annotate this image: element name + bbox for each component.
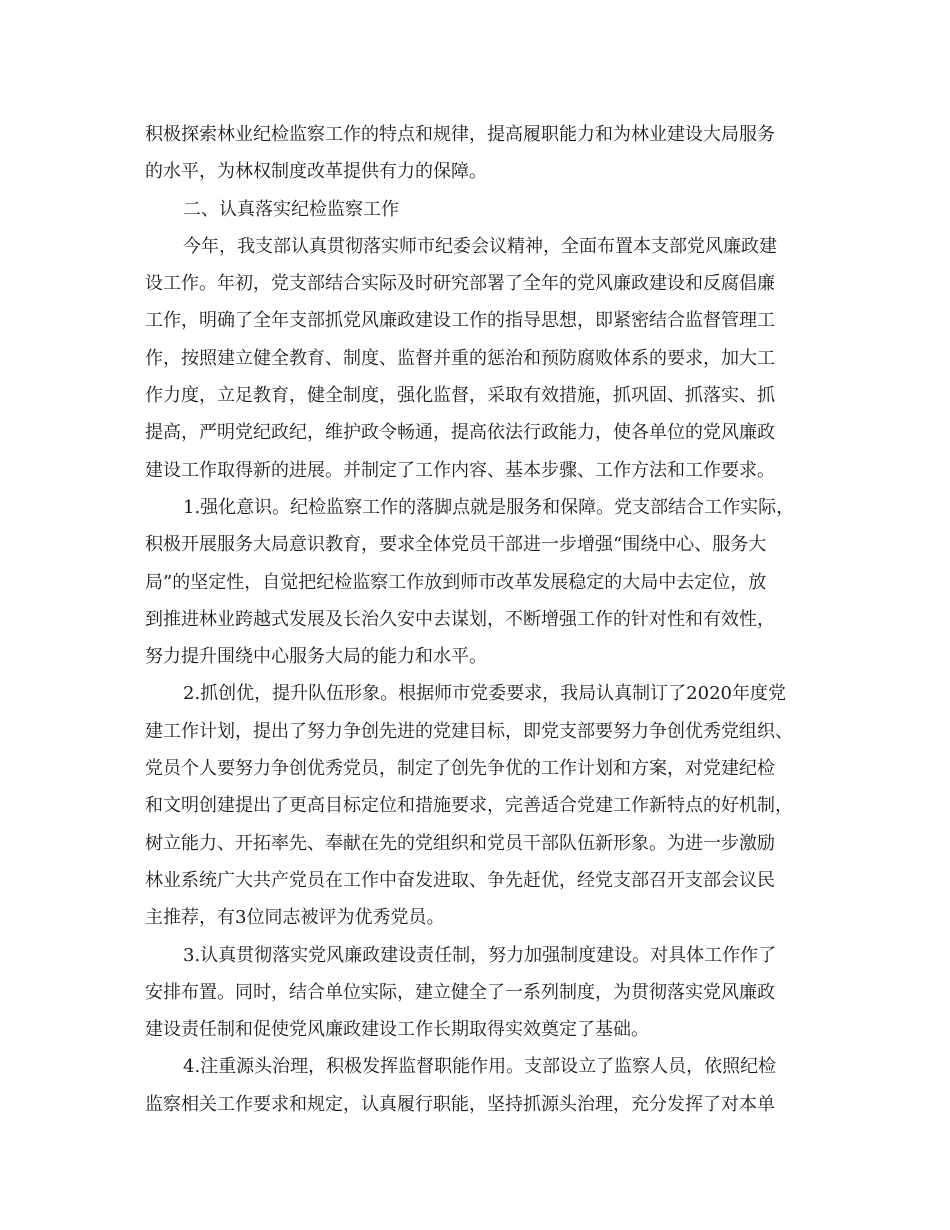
text-line: 建工作计划，提出了努力争创先进的党建目标，即党支部要努力争创优秀党组织、 xyxy=(145,720,793,742)
text-line: 提高，严明党纪政纪，维护政令畅通，提高依法行政能力，使各单位的党风廉政 xyxy=(145,422,775,444)
text-line: 工作，明确了全年支部抓党风廉政建设工作的指导思想，即紧密结合监督管理工 xyxy=(145,310,775,332)
text-line: 4.注重源头治理，积极发挥监督职能作用。支部设立了监察人员，依照纪检 xyxy=(183,1056,777,1078)
text-line: 和文明创建提出了更高目标定位和措施要求，完善适合党建工作新特点的好机制， xyxy=(145,795,793,817)
text-line: 建设工作取得新的进展。并制定了工作内容、基本步骤、工作方法和工作要求。 xyxy=(145,459,775,481)
text-line: 2.抓创优，提升队伍形象。根据师市党委要求，我局认真制订了2020年度党 xyxy=(183,683,786,705)
document-body xyxy=(145,116,805,1123)
text-line: 监察相关工作要求和规定，认真履行职能，坚持抓源头治理，充分发挥了对本单 xyxy=(145,1093,775,1115)
text-line: 建设责任制和促使党风廉政建设工作长期取得实效奠定了基础。 xyxy=(145,1019,649,1041)
text-line: 局”的坚定性，自觉把纪检监察工作放到师市改革发展稳定的大局中去定位，放 xyxy=(145,571,767,593)
text-line: 今年，我支部认真贯彻落实师市纪委会议精神，全面布置本支部党风廉政建 xyxy=(183,235,777,257)
text-line: 3.认真贯彻落实党风廉政建设责任制，努力加强制度建设。对具体工作作了 xyxy=(183,944,777,966)
text-line: 二、认真落实纪检监察工作 xyxy=(183,198,399,220)
text-line: 积极探索林业纪检监察工作的特点和规律，提高履职能力和为林业建设大局服务 xyxy=(145,124,775,145)
text-line: 到推进林业跨越式发展及长治久安中去谋划，不断增强工作的针对性和有效性， xyxy=(145,608,775,630)
text-line: 主推荐，有3位同志被评为优秀党员。 xyxy=(145,907,445,929)
text-line: 树立能力、开拓率先、奉献在先的党组织和党员干部队伍新形象。为进一步激励 xyxy=(145,832,775,854)
text-line: 党员个人要努力争创优秀党员，制定了创先争优的工作计划和方案，对党建纪检 xyxy=(145,758,775,780)
text-line: 积极开展服务大局意识教育，要求全体党员干部进一步增强“围绕中心、服务大 xyxy=(145,534,767,556)
text-line: 努力提升围绕中心服务大局的能力和水平。 xyxy=(145,646,487,668)
text-line: 作力度，立足教育，健全制度，强化监督，采取有效措施，抓巩固、抓落实、抓 xyxy=(145,385,775,407)
text-line: 林业系统广大共产党员在工作中奋发进取、争先赶优，经党支部召开支部会议民 xyxy=(145,869,775,891)
text-line: 1.强化意识。纪检监察工作的落脚点就是服务和保障。党支部结合工作实际， xyxy=(183,496,795,518)
text-line: 作，按照建立健全教育、制度、监督并重的惩治和预防腐败体系的要求，加大工 xyxy=(145,347,775,369)
text-line: 安排布置。同时，结合单位实际，建立健全了一系列制度，为贯彻落实党风廉政 xyxy=(145,981,775,1003)
text-line: 的水平，为林权制度改革提供有力的保障。 xyxy=(145,161,487,183)
text-line: 设工作。年初，党支部结合实际及时研究部署了全年的党风廉政建设和反腐倡廉 xyxy=(145,273,775,295)
